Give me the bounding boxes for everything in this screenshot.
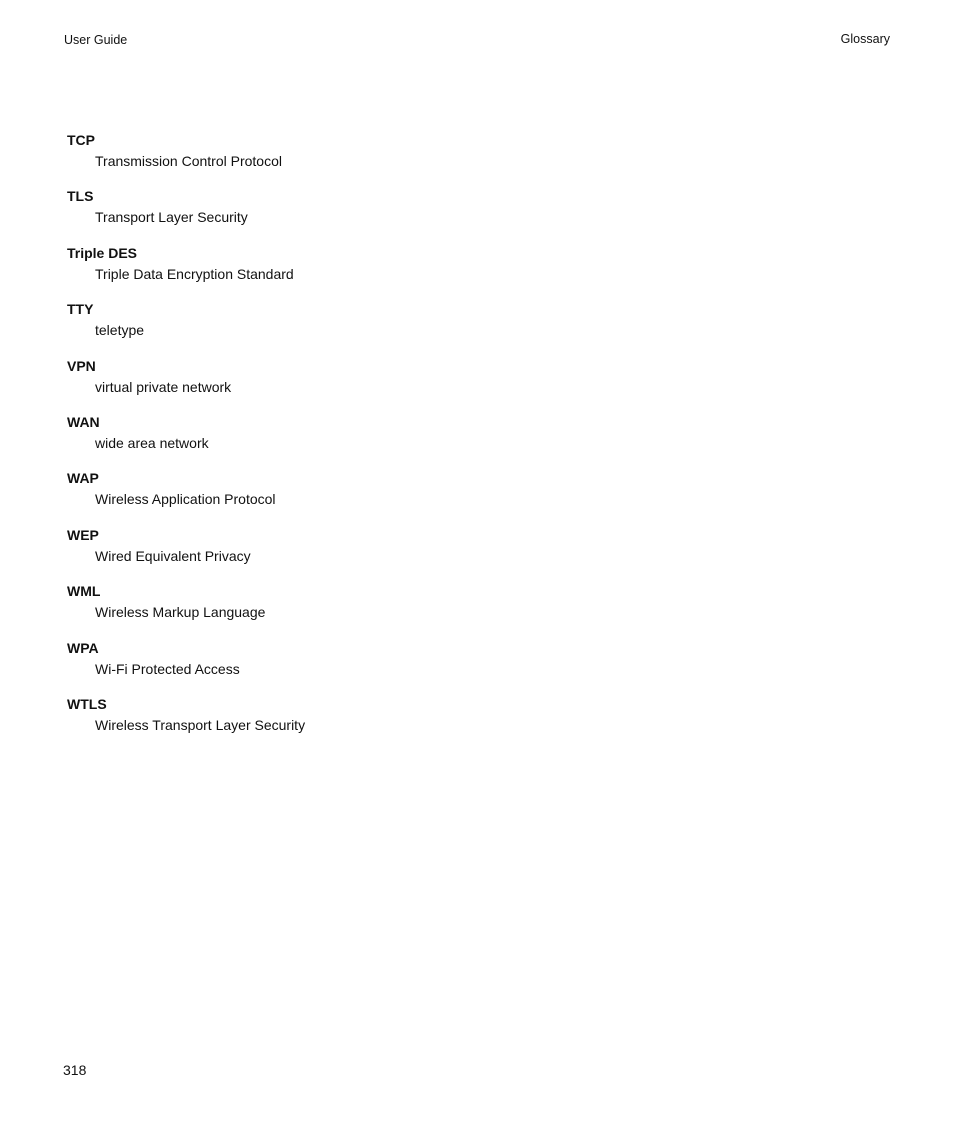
glossary-definition: Wireless Application Protocol [95, 491, 276, 508]
header-document-title: User Guide [64, 33, 128, 47]
glossary-term: WPA [67, 639, 99, 656]
glossary-entry [67, 582, 867, 638]
glossary-definition: teletype [95, 322, 145, 339]
glossary-term: WML [67, 583, 101, 600]
glossary-definition: virtual private network [95, 378, 232, 395]
glossary-term: WTLS [67, 695, 107, 712]
glossary-term: TTY [67, 301, 94, 318]
glossary-definition: Wireless Markup Language [95, 604, 266, 621]
glossary-entry [67, 639, 867, 695]
page-number: 318 [63, 1062, 87, 1078]
glossary-entry [67, 526, 867, 582]
glossary-definition: Wi-Fi Protected Access [95, 660, 240, 677]
glossary-entry [67, 187, 867, 243]
glossary-definition: Transport Layer Security [95, 209, 248, 226]
glossary-term: WAP [67, 470, 99, 487]
glossary-entry [67, 695, 867, 751]
glossary-entry [67, 131, 867, 187]
glossary-entry [67, 413, 867, 469]
glossary-definition: Triple Data Encryption Standard [95, 265, 294, 282]
glossary-entry [67, 469, 867, 525]
glossary-term: VPN [67, 357, 96, 374]
glossary-entry [67, 357, 867, 413]
glossary-term: WEP [67, 526, 99, 543]
glossary-term: TLS [67, 188, 94, 205]
glossary-definition: Transmission Control Protocol [95, 153, 282, 169]
glossary-definition: Wired Equivalent Privacy [95, 547, 251, 564]
header-section-title: Glossary [840, 32, 890, 46]
glossary-definition: wide area network [95, 434, 209, 451]
glossary-entry [67, 300, 867, 356]
glossary-entry [67, 244, 867, 300]
glossary-term: Triple DES [67, 244, 138, 261]
glossary-list [67, 131, 867, 751]
glossary-definition: Wireless Transport Layer Security [95, 716, 306, 733]
glossary-term: WAN [67, 413, 100, 430]
glossary-term: TCP [67, 132, 95, 148]
